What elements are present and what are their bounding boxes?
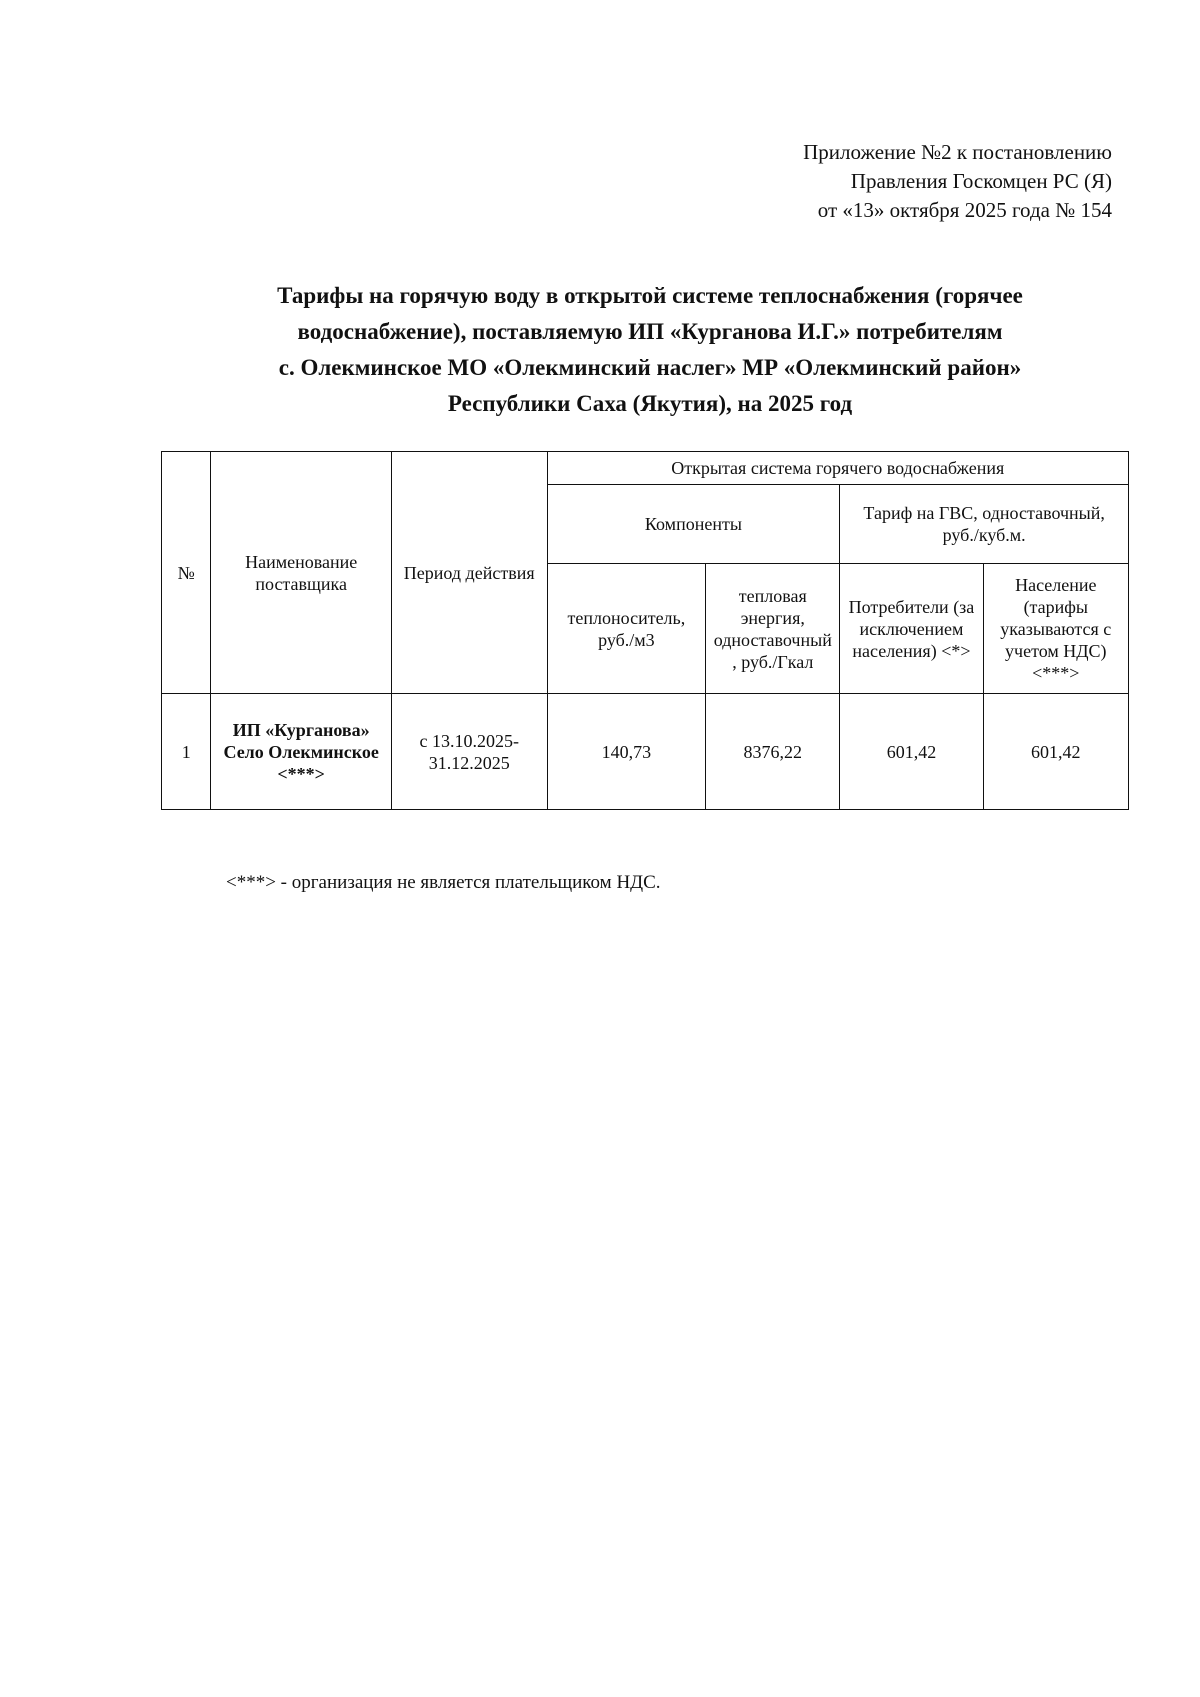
title-line-2: водоснабжение), поставляемую ИП «Курганова И.Г.» потребителям (297, 319, 1003, 344)
cell-supplier: ИП «Курганова» Село Олекминское <***> (211, 694, 391, 810)
title-line-3: с. Олекминское МО «Олекминский наслег» МР «Олекминский район» (278, 355, 1022, 380)
cell-num: 1 (162, 694, 211, 810)
table-row (162, 694, 1129, 810)
header-num: № (162, 452, 211, 694)
header-consumers: Потребители (за исключением населения) <*> (840, 564, 983, 694)
cell-population: 601,42 (983, 694, 1128, 810)
header-components: Компоненты (547, 485, 840, 564)
appendix-line-2: Правления Госкомцен РС (Я) (850, 169, 1112, 193)
header-tariff-gvs: Тариф на ГВС, одноставочный, руб./куб.м. (840, 485, 1129, 564)
header-heat-carrier: теплоноситель, руб./м3 (547, 564, 706, 694)
appendix-line-3: от «13» октября 2025 года № 154 (817, 198, 1112, 222)
header-period: Период действия (391, 452, 547, 694)
footnote: <***> - организация не является плательщиком НДС. (226, 872, 661, 893)
cell-period: с 13.10.2025-31.12.2025 (391, 694, 547, 810)
title-line-1: Тарифы на горячую воду в открытой системе теплоснабжения (горячее (277, 283, 1023, 308)
title-line-4: Республики Саха (Якутия), на 2025 год (447, 391, 853, 416)
appendix-line-1: Приложение №2 к постановлению (803, 140, 1112, 164)
header-supplier: Наименование поставщика (211, 452, 391, 694)
document-title (160, 278, 1140, 422)
tariff-table (161, 451, 1129, 810)
header-population: Население (тарифы указываются с учетом НДС) <***> (983, 564, 1128, 694)
appendix-header (592, 138, 1112, 225)
header-heat-energy: тепловая энергия, одноставочный, руб./Гкал (706, 564, 840, 694)
cell-heat-carrier: 140,73 (547, 694, 706, 810)
header-open-system: Открытая система горячего водоснабжения (547, 452, 1128, 485)
cell-heat-energy: 8376,22 (706, 694, 840, 810)
cell-consumers: 601,42 (840, 694, 983, 810)
